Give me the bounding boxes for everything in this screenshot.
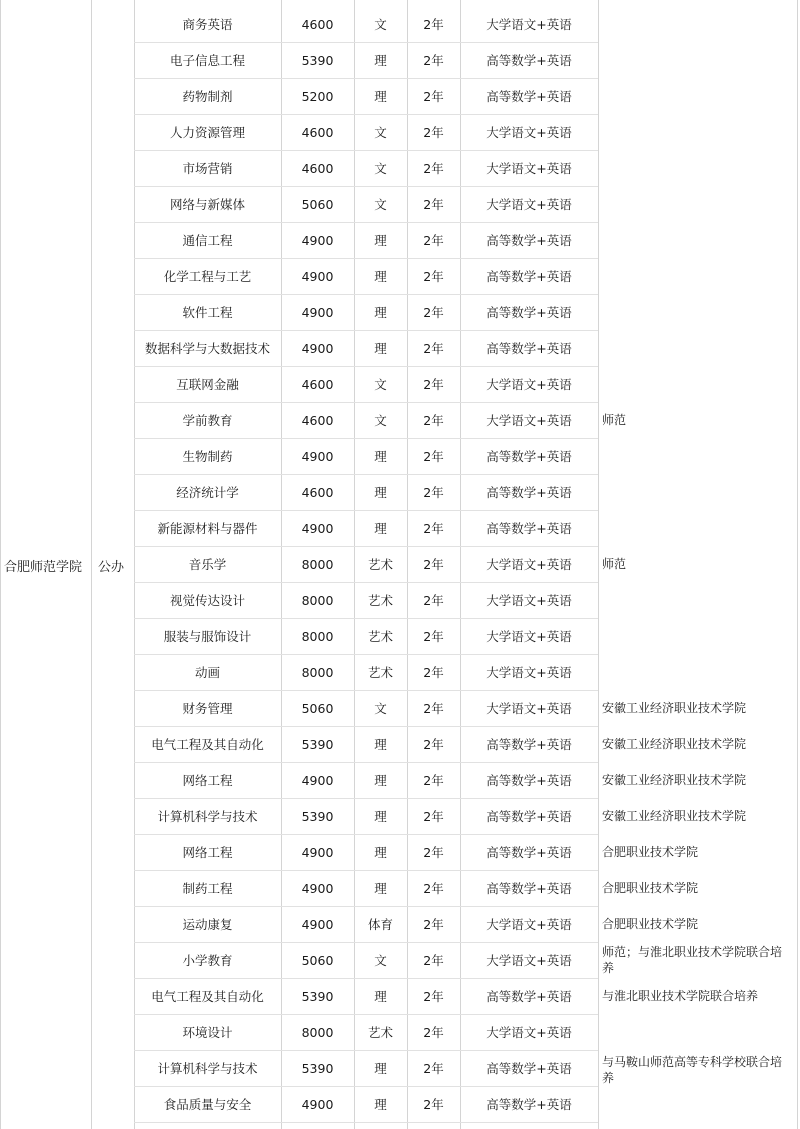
tuition-fee-cell: 4900 xyxy=(301,448,334,464)
major-name-cell: 食品质量与安全 xyxy=(163,1097,252,1112)
major-name-cell: 市场营销 xyxy=(182,161,233,176)
major-name-cell: 小学教育 xyxy=(182,953,233,968)
tuition-fee-cell: 5390 xyxy=(301,1060,334,1076)
exam-subjects-cell: 大学语文+英语 xyxy=(486,413,572,428)
remark-cell: 合肥职业技术学院 xyxy=(602,845,699,859)
remark-cell xyxy=(602,114,792,150)
study-years-cell: 2年 xyxy=(423,989,444,1004)
study-years-cell: 2年 xyxy=(423,449,444,464)
remark-cell: 师范；与淮北职业技术学院联合培养 xyxy=(602,945,783,975)
major-name-cell: 网络工程 xyxy=(182,845,233,860)
remark-cell xyxy=(602,1014,792,1050)
exam-subjects-cell: 大学语文+英语 xyxy=(486,665,572,680)
major-name-cell: 新能源材料与器件 xyxy=(157,521,258,536)
major-name-cell: 财务管理 xyxy=(182,701,233,716)
subject-category-cell: 文 xyxy=(374,161,387,176)
study-years-cell: 2年 xyxy=(423,593,444,608)
remark-cell: 师范 xyxy=(602,557,627,571)
remark-cell xyxy=(602,1086,792,1122)
remark-cell xyxy=(602,258,792,294)
tuition-fee-cell: 4900 xyxy=(301,772,334,788)
subject-category-cell: 理 xyxy=(374,737,387,752)
remark-cell: 安徽工业经济职业技术学院 xyxy=(602,809,747,823)
exam-subjects-cell: 大学语文+英语 xyxy=(486,953,572,968)
tuition-fee-cell: 4600 xyxy=(301,124,334,140)
study-years-cell: 2年 xyxy=(423,377,444,392)
major-name-cell: 电子信息工程 xyxy=(169,53,245,68)
tuition-fee-cell: 4900 xyxy=(301,916,334,932)
remark-cell xyxy=(602,78,792,114)
tuition-fee-cell: 8000 xyxy=(301,1024,334,1040)
exam-subjects-cell: 大学语文+英语 xyxy=(486,197,572,212)
exam-subjects-cell: 大学语文+英语 xyxy=(486,917,572,932)
tuition-fee-cell: 8000 xyxy=(301,628,334,644)
subject-category-cell: 文 xyxy=(374,377,387,392)
school-nature-cell: 公办 xyxy=(98,559,125,575)
exam-subjects-cell: 高等数学+英语 xyxy=(486,845,572,860)
remark-cell xyxy=(602,294,792,330)
major-name-cell: 制药工程 xyxy=(182,881,233,896)
remark-cell: 师范 xyxy=(602,413,627,427)
major-name-cell: 运动康复 xyxy=(182,917,233,932)
major-name-cell: 数据科学与大数据技术 xyxy=(144,341,270,356)
subject-category-cell: 文 xyxy=(374,17,387,32)
exam-subjects-cell: 高等数学+英语 xyxy=(486,521,572,536)
study-years-cell: 2年 xyxy=(423,737,444,752)
remark-cell xyxy=(602,6,792,42)
remark-cell xyxy=(602,330,792,366)
exam-subjects-cell: 高等数学+英语 xyxy=(486,341,572,356)
subject-category-cell: 理 xyxy=(374,989,387,1004)
subject-category-cell: 理 xyxy=(374,809,387,824)
subject-category-cell: 理 xyxy=(374,773,387,788)
row-divider xyxy=(134,1122,598,1123)
remark-cell xyxy=(602,582,792,618)
tuition-fee-cell: 4900 xyxy=(301,880,334,896)
column-divider xyxy=(598,0,599,1129)
exam-subjects-cell: 高等数学+英语 xyxy=(486,53,572,68)
exam-subjects-cell: 大学语文+英语 xyxy=(486,161,572,176)
study-years-cell: 2年 xyxy=(423,1097,444,1112)
tuition-fee-cell: 4600 xyxy=(301,16,334,32)
remark-cell: 安徽工业经济职业技术学院 xyxy=(602,737,747,751)
tuition-fee-cell: 5390 xyxy=(301,52,334,68)
exam-subjects-cell: 高等数学+英语 xyxy=(486,89,572,104)
subject-category-cell: 体育 xyxy=(367,917,393,932)
major-name-cell: 计算机科学与技术 xyxy=(157,809,258,824)
study-years-cell: 2年 xyxy=(423,1061,444,1076)
tuition-fee-cell: 5390 xyxy=(301,736,334,752)
study-years-cell: 2年 xyxy=(423,269,444,284)
study-years-cell: 2年 xyxy=(423,17,444,32)
tuition-fee-cell: 5060 xyxy=(301,952,334,968)
tuition-fee-cell: 4900 xyxy=(301,304,334,320)
subject-category-cell: 理 xyxy=(374,269,387,284)
exam-subjects-cell: 大学语文+英语 xyxy=(486,593,572,608)
remark-cell xyxy=(602,366,792,402)
major-name-cell: 经济统计学 xyxy=(176,485,239,500)
major-name-cell: 生物制药 xyxy=(182,449,233,464)
tuition-fee-cell: 5390 xyxy=(301,808,334,824)
exam-subjects-cell: 高等数学+英语 xyxy=(486,1061,572,1076)
exam-subjects-cell: 高等数学+英语 xyxy=(486,449,572,464)
subject-category-cell: 艺术 xyxy=(367,1025,393,1040)
exam-subjects-cell: 大学语文+英语 xyxy=(486,377,572,392)
study-years-cell: 2年 xyxy=(423,953,444,968)
exam-subjects-cell: 高等数学+英语 xyxy=(486,1097,572,1112)
subject-category-cell: 理 xyxy=(374,341,387,356)
tuition-fee-cell: 4900 xyxy=(301,1096,334,1112)
exam-subjects-cell: 高等数学+英语 xyxy=(486,305,572,320)
study-years-cell: 2年 xyxy=(423,341,444,356)
subject-category-cell: 理 xyxy=(374,845,387,860)
tuition-fee-cell: 4600 xyxy=(301,376,334,392)
remark-cell xyxy=(602,510,792,546)
remark-cell xyxy=(602,438,792,474)
remark-cell xyxy=(602,42,792,78)
study-years-cell: 2年 xyxy=(423,521,444,536)
subject-category-cell: 理 xyxy=(374,1097,387,1112)
tuition-fee-cell: 8000 xyxy=(301,664,334,680)
exam-subjects-cell: 大学语文+英语 xyxy=(486,557,572,572)
exam-subjects-cell: 高等数学+英语 xyxy=(486,233,572,248)
major-name-cell: 音乐学 xyxy=(188,557,227,572)
major-name-cell: 商务英语 xyxy=(182,17,233,32)
remark-cell xyxy=(602,222,792,258)
remark-cell: 与淮北职业技术学院联合培养 xyxy=(602,989,759,1003)
subject-category-cell: 理 xyxy=(374,485,387,500)
subject-category-cell: 理 xyxy=(374,1061,387,1076)
study-years-cell: 2年 xyxy=(423,53,444,68)
remark-cell: 安徽工业经济职业技术学院 xyxy=(602,773,747,787)
remark-cell xyxy=(602,474,792,510)
subject-category-cell: 理 xyxy=(374,521,387,536)
study-years-cell: 2年 xyxy=(423,413,444,428)
major-name-cell: 服装与服饰设计 xyxy=(163,629,252,644)
tuition-fee-cell: 8000 xyxy=(301,592,334,608)
study-years-cell: 2年 xyxy=(423,161,444,176)
remark-cell: 安徽工业经济职业技术学院 xyxy=(602,701,747,715)
study-years-cell: 2年 xyxy=(423,233,444,248)
study-years-cell: 2年 xyxy=(423,557,444,572)
merged-remark-cell: 与马鞍山师范高等专科学校联合培养 xyxy=(602,1055,783,1085)
study-years-cell: 2年 xyxy=(423,665,444,680)
exam-subjects-cell: 高等数学+英语 xyxy=(486,881,572,896)
exam-subjects-cell: 大学语文+英语 xyxy=(486,629,572,644)
tuition-fee-cell: 4600 xyxy=(301,484,334,500)
subject-category-cell: 文 xyxy=(374,197,387,212)
exam-subjects-cell: 高等数学+英语 xyxy=(486,809,572,824)
column-divider xyxy=(91,0,92,1129)
study-years-cell: 2年 xyxy=(423,125,444,140)
study-years-cell: 2年 xyxy=(423,197,444,212)
tuition-fee-cell: 4600 xyxy=(301,412,334,428)
study-years-cell: 2年 xyxy=(423,305,444,320)
exam-subjects-cell: 高等数学+英语 xyxy=(486,773,572,788)
subject-category-cell: 理 xyxy=(374,881,387,896)
tuition-fee-cell: 8000 xyxy=(301,556,334,572)
tuition-fee-cell: 5200 xyxy=(301,88,334,104)
major-name-cell: 人力资源管理 xyxy=(169,125,245,140)
study-years-cell: 2年 xyxy=(423,701,444,716)
exam-subjects-cell: 大学语文+英语 xyxy=(486,17,572,32)
major-name-cell: 电气工程及其自动化 xyxy=(151,989,264,1004)
subject-category-cell: 理 xyxy=(374,53,387,68)
exam-subjects-cell: 高等数学+英语 xyxy=(486,737,572,752)
table-border-right xyxy=(797,0,798,1129)
subject-category-cell: 理 xyxy=(374,305,387,320)
study-years-cell: 2年 xyxy=(423,89,444,104)
exam-subjects-cell: 高等数学+英语 xyxy=(486,269,572,284)
subject-category-cell: 理 xyxy=(374,89,387,104)
study-years-cell: 2年 xyxy=(423,809,444,824)
study-years-cell: 2年 xyxy=(423,917,444,932)
subject-category-cell: 理 xyxy=(374,233,387,248)
exam-subjects-cell: 大学语文+英语 xyxy=(486,701,572,716)
remark-cell: 合肥职业技术学院 xyxy=(602,881,699,895)
subject-category-cell: 文 xyxy=(374,125,387,140)
remark-cell xyxy=(602,150,792,186)
remark-cell: 合肥职业技术学院 xyxy=(602,917,699,931)
subject-category-cell: 文 xyxy=(374,413,387,428)
major-name-cell: 视觉传达设计 xyxy=(169,593,245,608)
major-name-cell: 网络与新媒体 xyxy=(169,197,245,212)
tuition-fee-cell: 5060 xyxy=(301,196,334,212)
tuition-fee-cell: 4900 xyxy=(301,268,334,284)
subject-category-cell: 文 xyxy=(374,701,387,716)
exam-subjects-cell: 大学语文+英语 xyxy=(486,1025,572,1040)
major-name-cell: 互联网金融 xyxy=(176,377,239,392)
tuition-fee-cell: 5060 xyxy=(301,700,334,716)
tuition-fee-cell: 5390 xyxy=(301,988,334,1004)
tuition-fee-cell: 4900 xyxy=(301,232,334,248)
remark-cell xyxy=(602,618,792,654)
tuition-fee-cell: 4900 xyxy=(301,340,334,356)
remark-cell xyxy=(602,654,792,690)
subject-category-cell: 艺术 xyxy=(367,593,393,608)
major-name-cell: 药物制剂 xyxy=(182,89,233,104)
study-years-cell: 2年 xyxy=(423,629,444,644)
tuition-fee-cell: 4600 xyxy=(301,160,334,176)
subject-category-cell: 艺术 xyxy=(367,557,393,572)
major-name-cell: 学前教育 xyxy=(182,413,233,428)
tuition-fee-cell: 4900 xyxy=(301,844,334,860)
subject-category-cell: 理 xyxy=(374,449,387,464)
study-years-cell: 2年 xyxy=(423,845,444,860)
major-name-cell: 电气工程及其自动化 xyxy=(151,737,264,752)
study-years-cell: 2年 xyxy=(423,1025,444,1040)
subject-category-cell: 文 xyxy=(374,953,387,968)
exam-subjects-cell: 高等数学+英语 xyxy=(486,485,572,500)
major-name-cell: 化学工程与工艺 xyxy=(163,269,252,284)
exam-subjects-cell: 高等数学+英语 xyxy=(486,989,572,1004)
major-name-cell: 通信工程 xyxy=(182,233,233,248)
major-name-cell: 网络工程 xyxy=(182,773,233,788)
subject-category-cell: 艺术 xyxy=(367,629,393,644)
major-name-cell: 动画 xyxy=(194,665,220,680)
major-name-cell: 环境设计 xyxy=(182,1025,233,1040)
study-years-cell: 2年 xyxy=(423,485,444,500)
exam-subjects-cell: 大学语文+英语 xyxy=(486,125,572,140)
school-name-cell: 合肥师范学院 xyxy=(4,559,83,575)
tuition-fee-cell: 4900 xyxy=(301,520,334,536)
study-years-cell: 2年 xyxy=(423,773,444,788)
remark-cell xyxy=(602,186,792,222)
major-name-cell: 软件工程 xyxy=(182,305,233,320)
table-border-left xyxy=(0,0,1,1129)
major-name-cell: 计算机科学与技术 xyxy=(157,1061,258,1076)
subject-category-cell: 艺术 xyxy=(367,665,393,680)
study-years-cell: 2年 xyxy=(423,881,444,896)
